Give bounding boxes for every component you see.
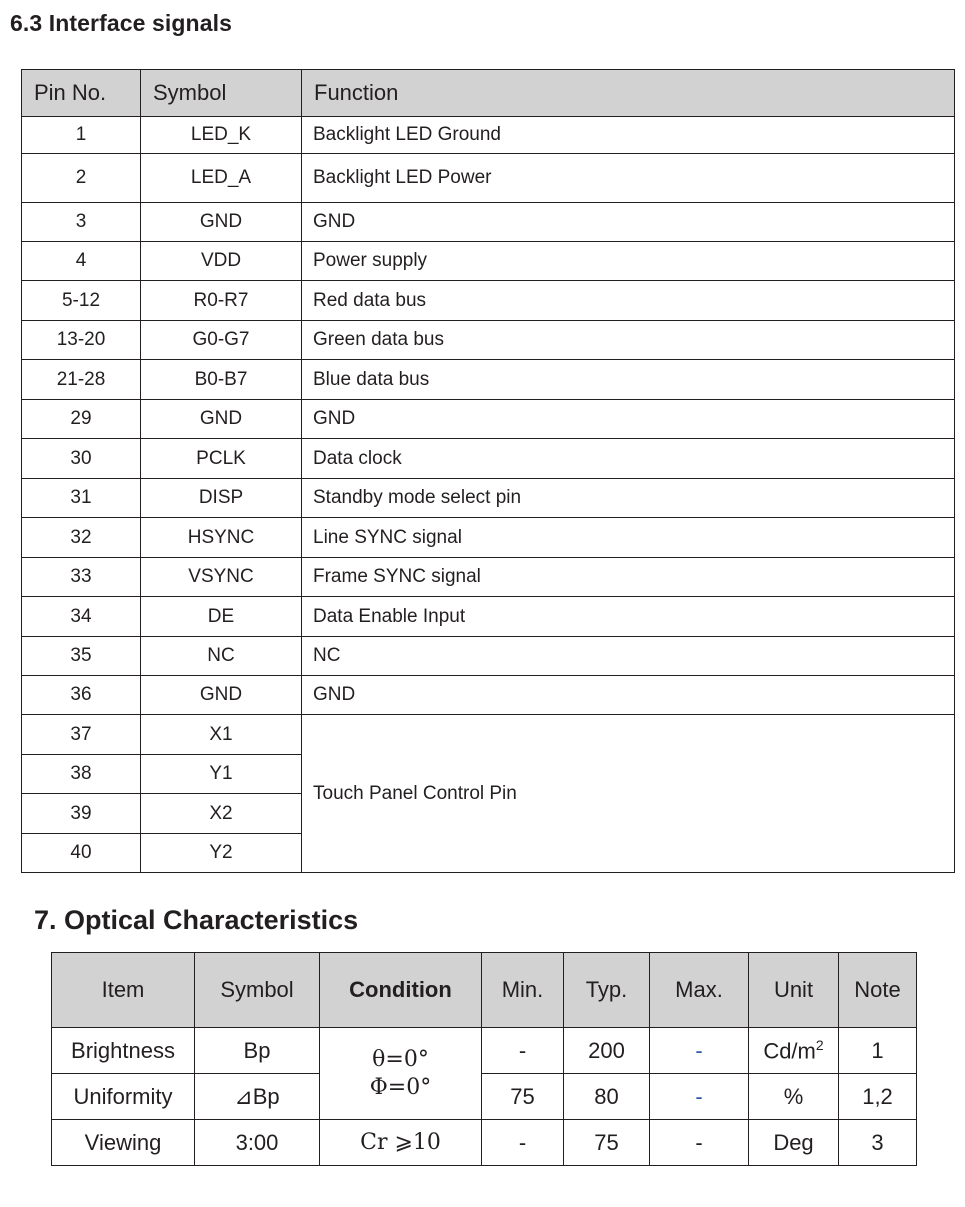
- condition-cell: [320, 1028, 482, 1120]
- symbol-cell: VDD: [141, 242, 302, 281]
- note-cell: 1: [839, 1028, 917, 1074]
- min-cell: 75: [482, 1074, 564, 1120]
- pin-cell: 40: [22, 834, 141, 873]
- symbol-cell: VSYNC: [141, 558, 302, 597]
- condition-cell: Cr ⩾10: [320, 1120, 482, 1166]
- function-cell: GND: [302, 203, 955, 242]
- optical-characteristics-table: [51, 952, 917, 1166]
- symbol-cell: GND: [141, 676, 302, 715]
- condition-theta: θ=0°: [372, 1046, 429, 1072]
- pin-cell: 34: [22, 597, 141, 637]
- pin-cell: 2: [22, 154, 141, 203]
- table-row: [52, 1120, 917, 1166]
- symbol-cell: G0-G7: [141, 321, 302, 360]
- pin-cell: 38: [22, 755, 141, 794]
- symbol-cell: GND: [141, 203, 302, 242]
- table-row: [22, 439, 955, 479]
- condition-phi: Φ=0°: [369, 1074, 432, 1100]
- unit-text: Cd/m: [763, 1038, 816, 1064]
- pin-cell: 13-20: [22, 321, 141, 360]
- typ-cell: 75: [564, 1120, 650, 1166]
- function-cell: Red data bus: [302, 281, 955, 321]
- function-cell: Power supply: [302, 242, 955, 281]
- table-row: [22, 676, 955, 715]
- pin-cell: 29: [22, 400, 141, 439]
- unit-cell: [749, 1028, 839, 1074]
- symbol-cell: GND: [141, 400, 302, 439]
- symbol-cell: B0-B7: [141, 360, 302, 400]
- table-row: [22, 400, 955, 439]
- pin-cell: 21-28: [22, 360, 141, 400]
- table-row: [22, 321, 955, 360]
- function-cell: Standby mode select pin: [302, 479, 955, 518]
- function-cell: Green data bus: [302, 321, 955, 360]
- header-symbol: Symbol: [195, 953, 320, 1028]
- pin-cell: 35: [22, 637, 141, 676]
- function-cell: Backlight LED Ground: [302, 117, 955, 154]
- symbol-cell: X2: [141, 794, 302, 834]
- table-row: [22, 117, 955, 154]
- table-row: [52, 1074, 917, 1120]
- item-cell: Uniformity: [52, 1074, 195, 1120]
- header-item: Item: [52, 953, 195, 1028]
- pin-cell: 5-12: [22, 281, 141, 321]
- symbol-cell: DE: [141, 597, 302, 637]
- table-row: [22, 154, 955, 203]
- symbol-cell: PCLK: [141, 439, 302, 479]
- table-row: [22, 203, 955, 242]
- pin-cell: 30: [22, 439, 141, 479]
- header-pin-no: Pin No.: [22, 70, 141, 117]
- table-row: [22, 637, 955, 676]
- typ-cell: 200: [564, 1028, 650, 1074]
- header-symbol: Symbol: [141, 70, 302, 117]
- symbol-cell: DISP: [141, 479, 302, 518]
- table-row: [22, 479, 955, 518]
- section-title-interface-signals: 6.3 Interface signals: [10, 10, 232, 36]
- symbol-cell: ⊿Bp: [195, 1074, 320, 1120]
- table-row: [22, 558, 955, 597]
- function-cell: Blue data bus: [302, 360, 955, 400]
- header-note: Note: [839, 953, 917, 1028]
- symbol-cell: Y1: [141, 755, 302, 794]
- pin-cell: 4: [22, 242, 141, 281]
- function-cell: Line SYNC signal: [302, 518, 955, 558]
- note-cell: 3: [839, 1120, 917, 1166]
- function-cell: GND: [302, 400, 955, 439]
- function-cell: GND: [302, 676, 955, 715]
- table-header-row: [22, 70, 955, 117]
- function-cell: Data Enable Input: [302, 597, 955, 637]
- header-unit: Unit: [749, 953, 839, 1028]
- header-condition: Condition: [320, 953, 482, 1028]
- pin-cell: 39: [22, 794, 141, 834]
- function-cell-touch-panel: Touch Panel Control Pin: [302, 715, 955, 873]
- section-title-optical-characteristics: 7. Optical Characteristics: [34, 905, 359, 935]
- unit-cell: %: [749, 1074, 839, 1120]
- symbol-cell: R0-R7: [141, 281, 302, 321]
- table-row: [22, 518, 955, 558]
- max-cell: -: [650, 1074, 749, 1120]
- table-row: [22, 360, 955, 400]
- header-max: Max.: [650, 953, 749, 1028]
- unit-superscript: 2: [815, 1036, 824, 1053]
- table-header-row: [52, 953, 917, 1028]
- max-cell: -: [650, 1120, 749, 1166]
- pin-cell: 36: [22, 676, 141, 715]
- pin-cell: 31: [22, 479, 141, 518]
- function-cell: Data clock: [302, 439, 955, 479]
- symbol-cell: Y2: [141, 834, 302, 873]
- item-cell: Brightness: [52, 1028, 195, 1074]
- symbol-cell: LED_K: [141, 117, 302, 154]
- function-cell: Frame SYNC signal: [302, 558, 955, 597]
- pin-cell: 1: [22, 117, 141, 154]
- table-row: [22, 715, 955, 755]
- pin-cell: 37: [22, 715, 141, 755]
- max-cell: -: [650, 1028, 749, 1074]
- min-cell: -: [482, 1120, 564, 1166]
- table-row: [22, 242, 955, 281]
- item-cell: Viewing: [52, 1120, 195, 1166]
- header-typ: Typ.: [564, 953, 650, 1028]
- table-row: [52, 1028, 917, 1074]
- pin-cell: 33: [22, 558, 141, 597]
- pin-cell: 3: [22, 203, 141, 242]
- function-cell: Backlight LED Power: [302, 154, 955, 203]
- symbol-cell: 3:00: [195, 1120, 320, 1166]
- table-row: [22, 281, 955, 321]
- symbol-cell: Bp: [195, 1028, 320, 1074]
- symbol-cell: HSYNC: [141, 518, 302, 558]
- interface-signals-table: [21, 69, 955, 873]
- header-function: Function: [302, 70, 955, 117]
- symbol-cell: NC: [141, 637, 302, 676]
- header-min: Min.: [482, 953, 564, 1028]
- table-row: [22, 597, 955, 637]
- note-cell: 1,2: [839, 1074, 917, 1120]
- symbol-cell: LED_A: [141, 154, 302, 203]
- min-cell: -: [482, 1028, 564, 1074]
- unit-cell: Deg: [749, 1120, 839, 1166]
- symbol-cell: X1: [141, 715, 302, 755]
- function-cell: NC: [302, 637, 955, 676]
- typ-cell: 80: [564, 1074, 650, 1120]
- pin-cell: 32: [22, 518, 141, 558]
